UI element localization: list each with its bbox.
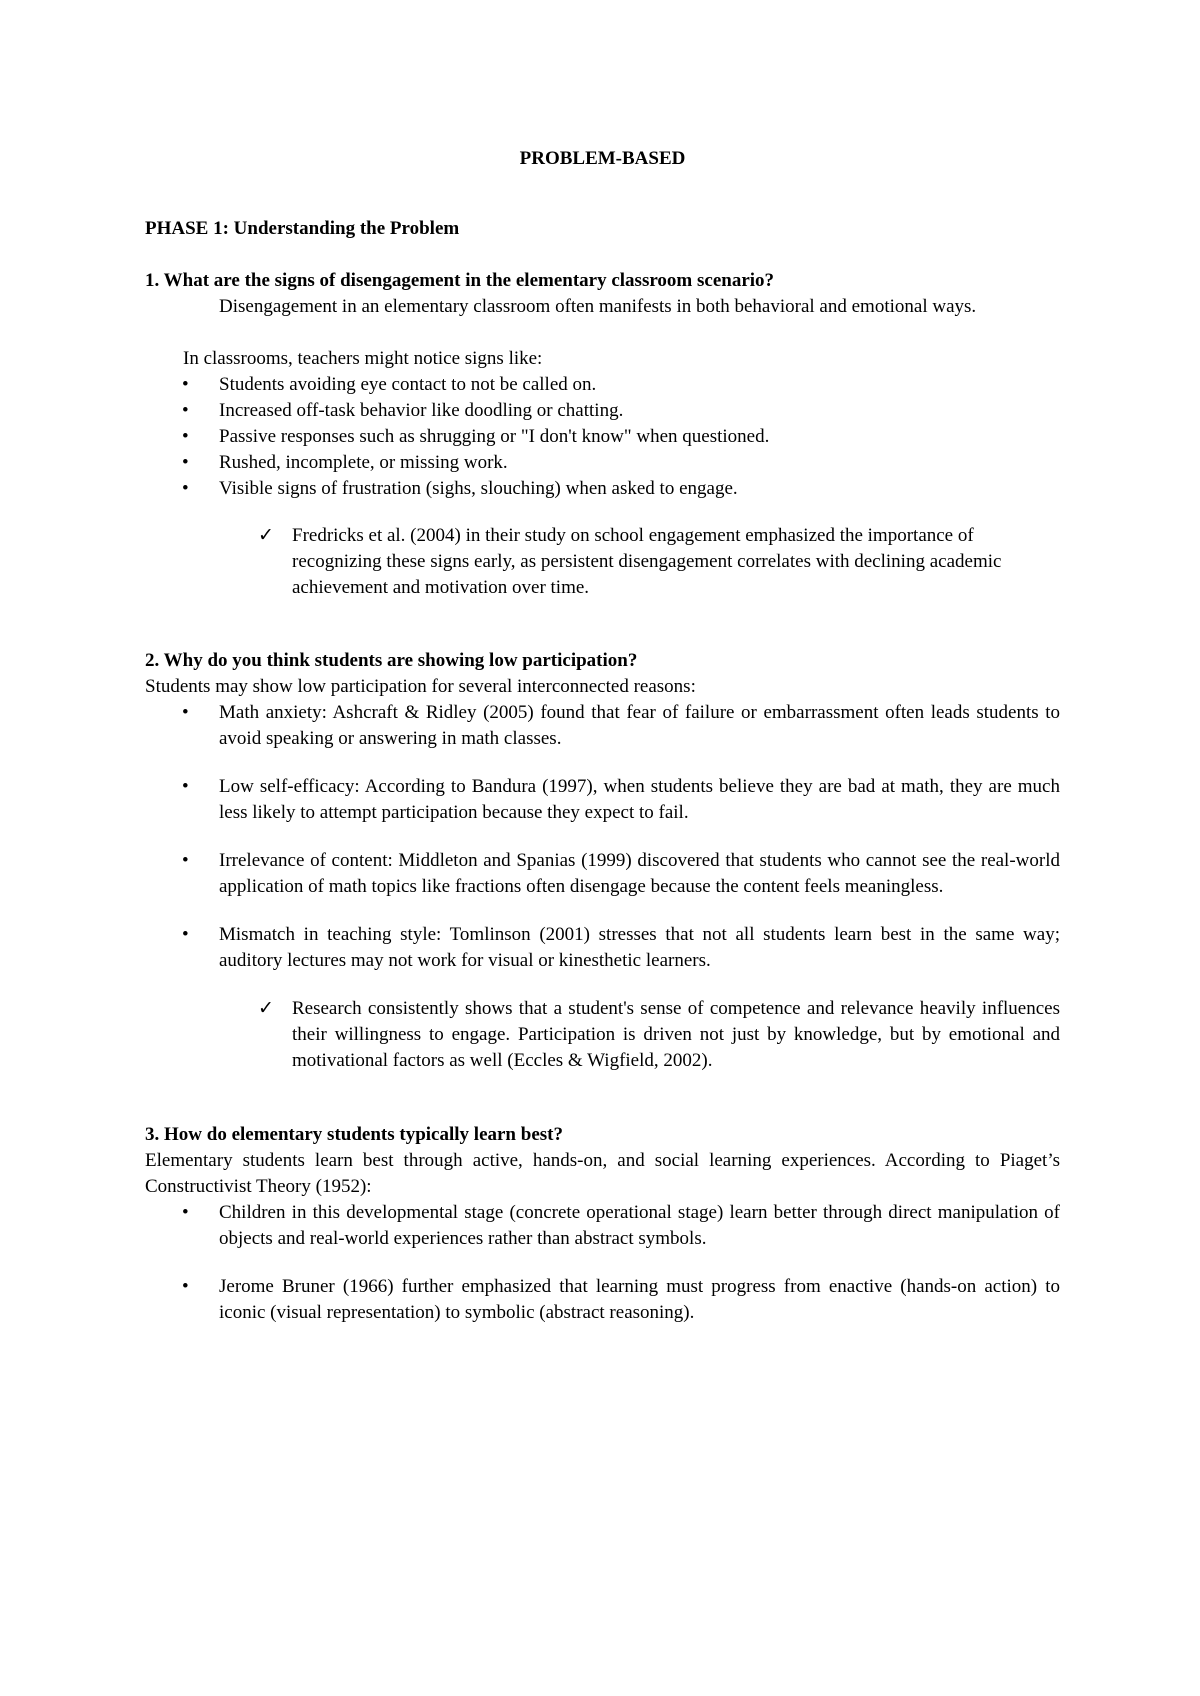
list-item (182, 450, 1060, 476)
list-item-text: Passive responses such as shrugging or "I don't know" when questioned. (219, 426, 770, 447)
list-item (182, 372, 1060, 398)
list-item (182, 848, 1060, 900)
document-title: PROBLEM-BASED (519, 148, 686, 169)
checkmark-icon: ✓ (258, 998, 274, 1019)
question-3-heading: 3. How do elementary students typically learn best? (145, 1124, 563, 1145)
list-item-text: Increased off-task behavior like doodling or chatting. (219, 400, 624, 421)
bullet-icon: • (182, 924, 189, 945)
list-item (182, 476, 1060, 502)
question-3-intro: Elementary students learn best through active, hands-on, and social learning experiences. According to Piaget’s Constructivist Theory (1952): (145, 1150, 1060, 1197)
question-1-heading: 1. What are the signs of disengagement in the elementary classroom scenario? (145, 270, 775, 291)
list-item-text: Visible signs of frustration (sighs, slouching) when asked to engage. (219, 478, 738, 499)
list-item-text: Rushed, incomplete, or missing work. (219, 452, 508, 473)
list-item (182, 1200, 1060, 1252)
bullet-icon: • (182, 374, 189, 395)
bullet-icon: • (182, 452, 189, 473)
list-item (182, 398, 1060, 424)
question-1-bullet-list (145, 372, 1060, 502)
bullet-icon: • (182, 1276, 189, 1297)
bullet-icon: • (182, 478, 189, 499)
question-2-bullet-list (145, 700, 1060, 974)
question-2-intro: Students may show low participation for several interconnected reasons: (145, 676, 696, 697)
bullet-icon: • (182, 1202, 189, 1223)
list-item-text: Children in this developmental stage (concrete operational stage) learn better through direct manipulation of objects and real-world experiences rather than abstract symbols. (219, 1202, 1060, 1249)
list-item-text: Mismatch in teaching style: Tomlinson (2001) stresses that not all students learn best in the same way; auditory lectures may not work for visual or kinesthetic learners. (219, 924, 1060, 971)
bullet-icon: • (182, 400, 189, 421)
bullet-icon: • (182, 426, 189, 447)
checkmark-icon: ✓ (258, 525, 274, 546)
question-1-checkpoint (145, 523, 1060, 601)
checkpoint-text: Fredricks et al. (2004) in their study on school engagement emphasized the importance of recognizing these signs early, as persistent disengagement correlates with declining academic achievement and motivation over time. (292, 525, 1002, 598)
question-1-intro: Disengagement in an elementary classroom often manifests in both behavioral and emotional ways. (219, 296, 977, 317)
bullet-icon: • (182, 776, 189, 797)
question-2-checkpoint (145, 996, 1060, 1074)
question-1-lead: In classrooms, teachers might notice signs like: (183, 348, 543, 369)
question-3-section (145, 1122, 1060, 1326)
list-item (182, 774, 1060, 826)
list-item-text: Math anxiety: Ashcraft & Ridley (2005) found that fear of failure or embarrassment often leads students to avoid speaking or answering in math classes. (219, 702, 1060, 749)
list-item (182, 424, 1060, 450)
list-item (182, 922, 1060, 974)
checkpoint-text: Research consistently shows that a student's sense of competence and relevance heavily influences their willingness to engage. Participation is driven not just by knowledge, but by emotional and motivational factors as well (Eccles & Wigfield, 2002). (292, 998, 1060, 1071)
question-1-section (145, 268, 1060, 601)
list-item-text: Students avoiding eye contact to not be called on. (219, 374, 597, 395)
bullet-icon: • (182, 850, 189, 871)
question-2-heading: 2. Why do you think students are showing low participation? (145, 650, 638, 671)
document-body (145, 146, 1060, 1326)
list-item (182, 1274, 1060, 1326)
list-item-text: Low self-efficacy: According to Bandura (1997), when students believe they are bad at math, they are much less likely to attempt participation because they expect to fail. (219, 776, 1060, 823)
question-3-bullet-list (145, 1200, 1060, 1326)
list-item (182, 700, 1060, 752)
list-item-text: Jerome Bruner (1966) further emphasized that learning must progress from enactive (hands-on action) to iconic (visual representation) to symbolic (abstract reasoning). (219, 1276, 1060, 1323)
bullet-icon: • (182, 702, 189, 723)
list-item-text: Irrelevance of content: Middleton and Spanias (1999) discovered that students who cannot see the real-world application of math topics like fractions often disengage because the content feels meaningless. (219, 850, 1060, 897)
phase-heading: PHASE 1: Understanding the Problem (145, 218, 460, 239)
question-2-section (145, 648, 1060, 1074)
